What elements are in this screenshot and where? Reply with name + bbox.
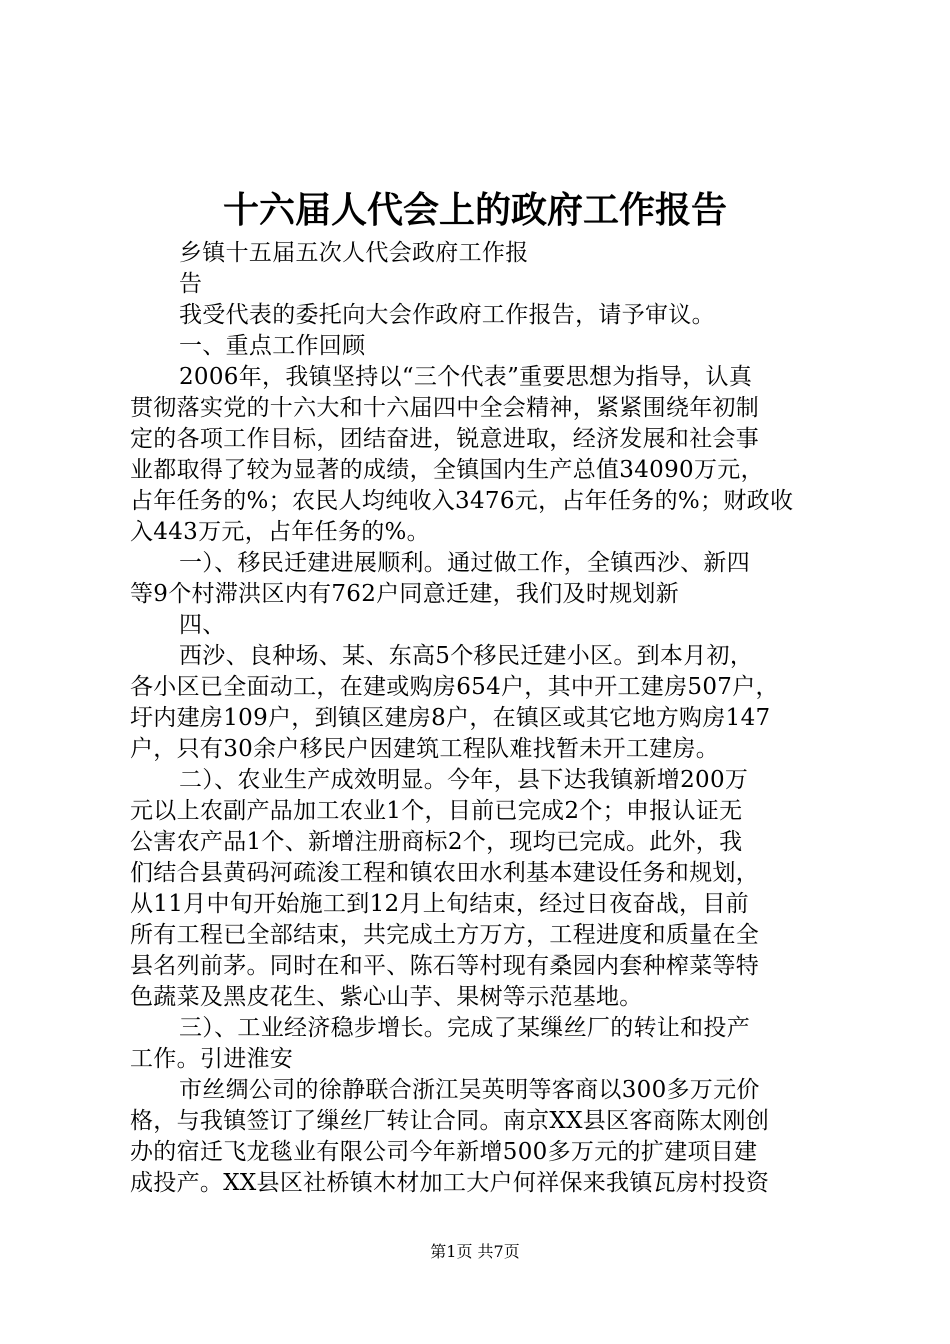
text-line: 元以上农副产品加工农业1个，目前已完成2个；申报认证无 <box>130 798 743 824</box>
text-line: 定的各项工作目标，团结奋进，锐意进取，经济发展和社会事 <box>130 426 760 452</box>
text-line: 所有工程已全部结束，共完成土方万方，工程进度和质量在全 <box>130 922 760 948</box>
text-line: 入443万元，占年任务的%。 <box>130 519 430 545</box>
text-line: 市丝绸公司的徐静联合浙江吴英明等客商以300多万元价 <box>179 1077 760 1103</box>
text-line: 工作。引进淮安 <box>130 1046 294 1072</box>
text-line: 公害农产品1个、新增注册商标2个，现均已完成。此外，我 <box>130 829 743 855</box>
text-line: 三）、工业经济稳步增长。完成了某缫丝厂的转让和投产 <box>179 1015 750 1041</box>
document-title: 十六届人代会上的政府工作报告 <box>222 189 727 231</box>
text-line: 我受代表的委托向大会作政府工作报告，请予审议。 <box>179 302 715 328</box>
text-line: 占年任务的%；农民人均纯收入3476元，占年任务的%；财政收 <box>130 488 794 514</box>
text-line: 色蔬菜及黑皮花生、紫心山芋、果树等示范基地。 <box>130 984 643 1010</box>
text-line: 告 <box>179 271 203 297</box>
text-line: 户，只有30余户移民户因建筑工程队难找暂未开工建房。 <box>130 736 720 762</box>
text-line: 四、 <box>179 612 226 638</box>
document-body <box>130 238 830 1199</box>
text-line: 一）、移民迁建进展顺利。通过做工作，全镇西沙、新四 <box>179 550 750 576</box>
text-line: 各小区已全面动工，在建或购房654户，其中开工建房507户， <box>130 674 779 700</box>
text-line: 办的宿迁飞龙毯业有限公司今年新增500多万元的扩建项目建 <box>130 1139 758 1165</box>
text-line: 一、重点工作回顾 <box>179 333 366 359</box>
text-line: 贯彻落实党的十六大和十六届四中全会精神，紧紧围绕年初制 <box>130 395 760 421</box>
text-line: 2006年，我镇坚持以“三个代表”重要思想为指导，认真 <box>179 364 753 390</box>
text-line: 二）、农业生产成效明显。今年，县下达我镇新增200万 <box>179 767 749 793</box>
text-line: 业都取得了较为显著的成绩，全镇国内生产总值34090万元， <box>130 457 764 483</box>
text-line: 们结合县黄码河疏浚工程和镇农田水利基本建设任务和规划， <box>130 860 760 886</box>
text-line: 西沙、良种场、某、东高5个移民迁建小区。到本月初， <box>179 643 754 669</box>
text-line: 成投产。XX县区社桥镇木材加工大户何祥保来我镇瓦房村投资 <box>130 1170 770 1196</box>
text-line: 等9个村滞洪区内有762户同意迁建，我们及时规划新 <box>130 581 680 607</box>
text-line: 格，与我镇签订了缫丝厂转让合同。南京XX县区客商陈太刚创 <box>130 1108 770 1134</box>
text-line: 县名列前茅。同时在和平、陈石等村现有桑园内套种榨菜等特 <box>130 953 760 979</box>
text-line: 乡镇十五届五次人代会政府工作报 <box>179 240 529 266</box>
text-line: 从11月中旬开始施工到12月上旬结束，经过日夜奋战，目前 <box>130 891 749 917</box>
page-footer: 第1页 共7页 <box>430 1242 520 1261</box>
text-line: 圩内建房109户，到镇区建房8户，在镇区或其它地方购房147 <box>130 705 771 731</box>
